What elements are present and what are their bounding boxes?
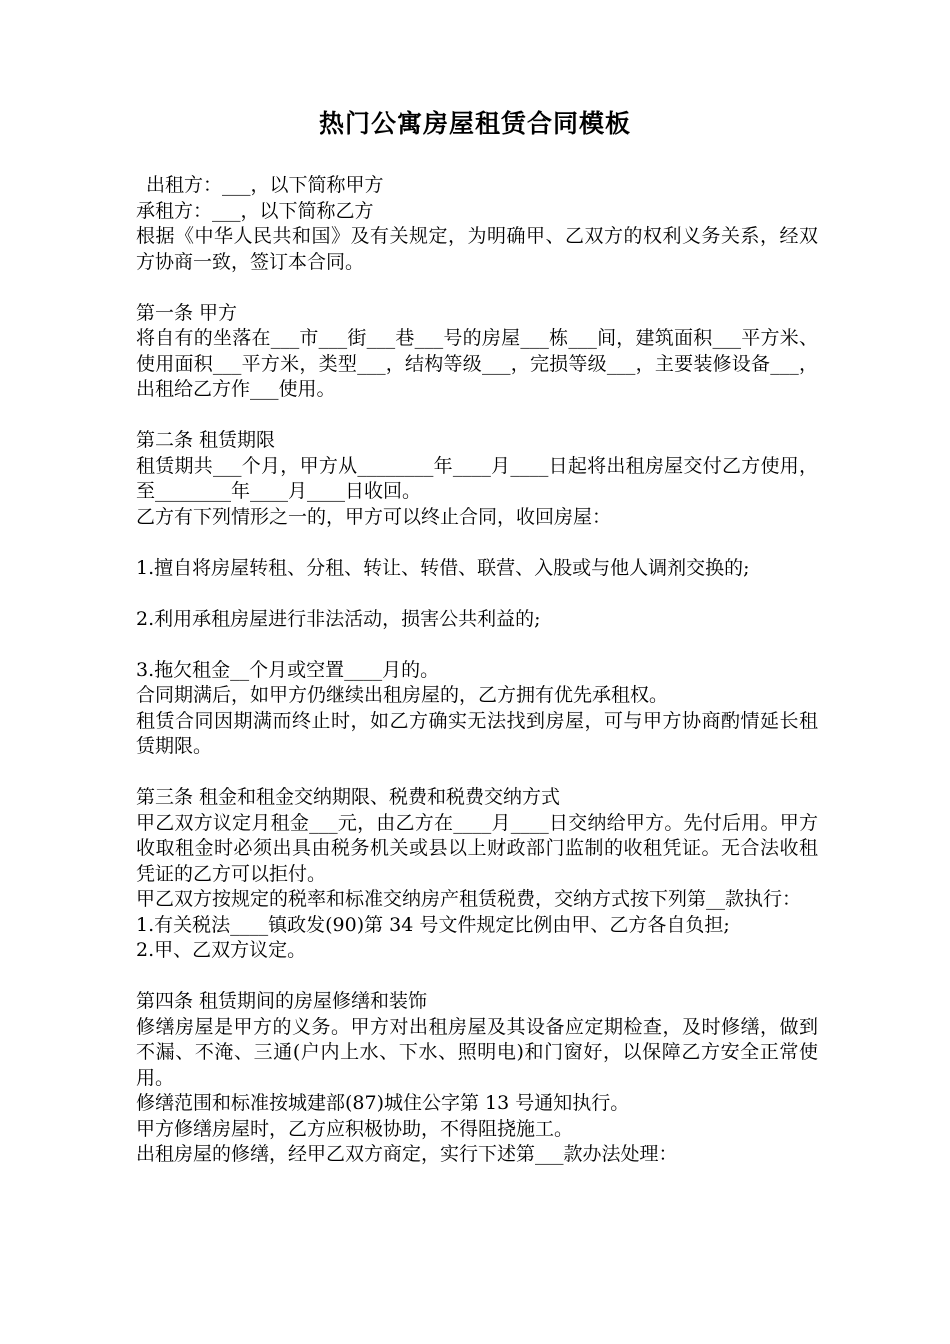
article-3-tax-item-1: 1.有关税法____镇政发(90)第 34 号文件规定比例由甲、乙方各自负担; — [136, 913, 730, 936]
paragraph-gap — [136, 632, 818, 658]
lessee-line: 承租方：___，以下简称乙方 — [136, 199, 374, 222]
article-2-term: 租赁期共___个月，甲方从________年____月____日起将出租房屋交付乙方使用，至________年____月____日收回。 — [136, 454, 818, 502]
article-3-heading: 第三条 租金和租金交纳期限、税费和税费交纳方式 — [136, 786, 561, 808]
article-2-item-1: 1.擅自将房屋转租、分租、转让、转借、联营、入股或与他人调剂交换的; — [136, 556, 750, 579]
article-2-item-2: 2.利用承租房屋进行非法活动，损害公共利益的; — [136, 607, 541, 630]
paragraph-gap — [136, 530, 818, 556]
article-4-scope: 修缮范围和标准按城建部(87)城住公字第 13 号通知执行。 — [136, 1092, 630, 1114]
paragraph-gap — [136, 581, 818, 607]
paragraph-gap — [136, 403, 818, 429]
article-4-heading: 第四条 租赁期间的房屋修缮和装饰 — [136, 990, 428, 1012]
paragraph-gap — [136, 275, 818, 301]
paragraph-gap — [136, 760, 818, 786]
article-4-duty: 修缮房屋是甲方的义务。甲方对出租房屋及其设备应定期检查，及时修缮，做到不漏、不淹、三通(户内上水、下水、照明电)和门窗好，以保障乙方安全正常使用。 — [136, 1015, 818, 1089]
article-4-method: 出租房屋的修缮，经甲乙双方商定，实行下述第___款办法处理： — [136, 1143, 678, 1165]
document-body — [136, 173, 818, 1168]
article-4-assist: 甲方修缮房屋时，乙方应积极协助，不得阻挠施工。 — [136, 1117, 574, 1140]
article-1-body: 将自有的坐落在___市___街___巷___号的房屋___栋___间，建筑面积___平方米、使用面积___平方米，类型___，结构等级___，完损等级___，主要装修设备___，出租给乙方作___使用。 — [136, 327, 818, 400]
article-1-heading: 第一条 甲方 — [136, 301, 238, 324]
paragraph-gap — [136, 964, 818, 990]
article-3-tax: 甲乙双方按规定的税率和标准交纳房产租赁税费，交纳方式按下列第__款执行： — [136, 888, 802, 910]
article-2-extension: 租赁合同因期满而终止时，如乙方确实无法找到房屋，可与甲方协商酌情延长租赁期限。 — [136, 709, 818, 757]
article-2-termination-intro: 乙方有下列情形之一的，甲方可以终止合同，收回房屋： — [136, 505, 612, 528]
article-2-priority: 合同期满后，如甲方仍继续出租房屋的，乙方拥有优先承租权。 — [136, 684, 669, 706]
article-2-heading: 第二条 租赁期限 — [136, 429, 276, 451]
lessor-line: 出租方：___，以下简称甲方 — [146, 174, 384, 196]
preamble-paragraph: 根据《中华人民共和国》及有关规定，为明确甲、乙双方的权利义务关系，经双方协商一致，签订本合同。 — [136, 225, 818, 273]
article-3-rent: 甲乙双方议定月租金___元，由乙方在____月____日交纳给甲方。先付后用。甲方收取租金时必须出具由税务机关或县以上财政部门监制的收租凭证。无合法收租凭证的乙方可以拒付。 — [136, 811, 818, 885]
article-2-item-3: 3.拖欠租金__个月或空置____月的。 — [136, 658, 440, 681]
article-3-tax-item-2: 2.甲、乙双方议定。 — [136, 939, 307, 961]
document-title: 热门公寓房屋租赁合同模板 — [318, 109, 631, 138]
